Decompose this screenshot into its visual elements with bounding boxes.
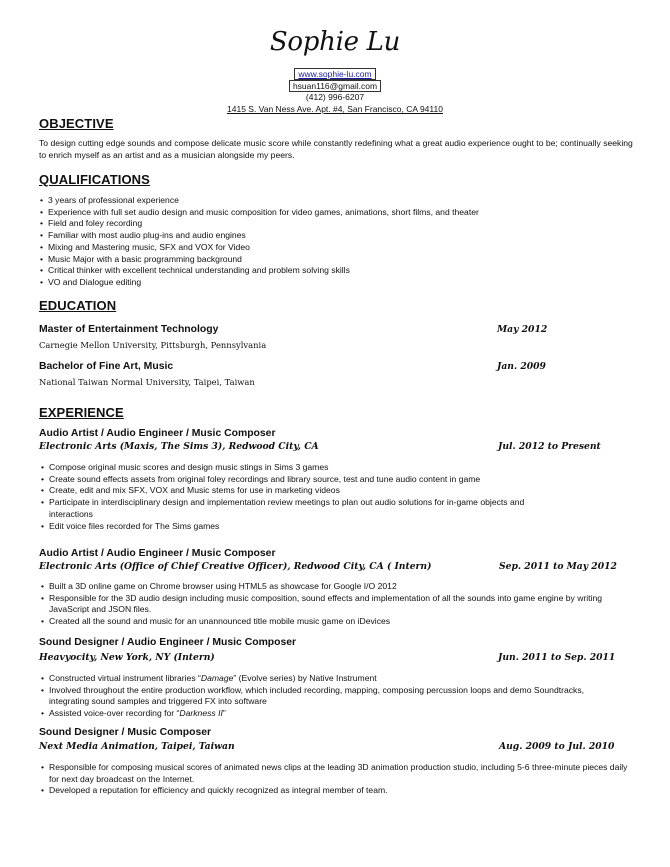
list-item: • Create, edit and mix SFX, VOX and Music stems for use in marketing videos: [40, 485, 570, 497]
qualifications-heading: QUALIFICATIONS: [39, 172, 150, 187]
job-date: Aug. 2009 to Jul. 2010: [499, 741, 615, 752]
list-item: • Familiar with most audio plug-ins and audio engines: [39, 230, 639, 242]
job-org-row: [39, 441, 614, 455]
list-item: • Created all the sound and music for an unannounced title mobile music game on iDevices: [40, 616, 616, 628]
list-item: • Edit voice files recorded for The Sims games: [40, 521, 570, 533]
objective-heading: OBJECTIVE: [39, 116, 114, 131]
education-heading: EDUCATION: [39, 298, 117, 313]
job-title: Sound Designer / Music Composer: [39, 727, 212, 738]
job-bullets: [40, 581, 616, 628]
school-name: Carnegie Mellon University, Pittsburgh, Pennsylvania: [39, 340, 267, 350]
degree-title: Master of Entertainment Technology: [39, 324, 219, 335]
list-item: • VO and Dialogue editing: [39, 277, 639, 289]
experience-heading: EXPERIENCE: [39, 405, 124, 420]
list-item: • 3 years of professional experience: [39, 195, 639, 207]
list-item: • Create sound effects assets from original foley recordings and library source, test and tune audio content in game: [40, 474, 570, 486]
degree-date: Jan. 2009: [497, 361, 546, 372]
phone-number: (412) 996-6207: [305, 92, 365, 103]
qualifications-list: [39, 195, 639, 289]
list-item: • Involved throughout the entire production workflow, which included recording, mapping, composing percussion loops and demo Soundtracks, integrating sound samples and triggered FX into software: [40, 685, 616, 708]
list-item: • Mixing and Mastering music, SFX and VOX for Video: [39, 242, 639, 254]
job-title: Audio Artist / Audio Engineer / Music Composer: [39, 548, 276, 559]
job-organization: Next Media Animation, Taipei, Taiwan: [39, 741, 235, 752]
objective-text: To design cutting edge sounds and compose delicate music score while constantly redefining what a great audio experience ought to be; continually seeking to enrich myself as an artist and as a musician alongside my peers.: [39, 138, 633, 160]
resume-name: Sophie Lu: [269, 27, 401, 57]
list-item: • Responsible for composing musical scores of animated news clips at the leading 3D animation production studio, including 5-6 three-minute pieces daily for next day broadcast on the Internet.: [40, 762, 630, 785]
address: 1415 S. Van Ness Ave. Apt. #4, San Francisco, CA 94110: [227, 103, 443, 114]
email-link[interactable]: hsuan116@gmail.com: [289, 80, 381, 92]
job-bullets: [40, 462, 570, 532]
job-org-row: [39, 741, 614, 755]
job-org-row: [39, 561, 617, 575]
job-title-row: [39, 428, 614, 442]
website-link[interactable]: www.sophie-lu.com: [294, 68, 375, 80]
list-item: • Experience with full set audio design and music composition for video games, animations, short films, and theater: [39, 207, 639, 219]
job-organization: Heavyocity, New York, NY (Intern): [39, 652, 215, 663]
job-organization: Electronic Arts (Office of Chief Creative Officer), Redwood City, CA ( Intern): [39, 561, 432, 572]
list-item: • Critical thinker with excellent technical understanding and problem solving skills: [39, 265, 639, 277]
job-date: Jun. 2011 to Sep. 2011: [498, 652, 616, 663]
job-title-row: [39, 637, 614, 651]
list-item: • Responsible for the 3D audio design including music composition, sound effects and implementation of all the sounds into game engine by writing JavaScript and JSON files.: [40, 593, 616, 616]
job-title-row: [39, 727, 614, 741]
list-item: • Compose original music scores and design music stings in Sims 3 games: [40, 462, 570, 474]
list-item: • Participate in interdisciplinary design and implementation review meetings to plan out audio solutions for in-game objects and interactions: [40, 497, 570, 520]
degree-date: May 2012: [497, 324, 548, 335]
education-entry: [39, 324, 614, 338]
list-item: • Field and foley recording: [39, 218, 639, 230]
contact-block: [0, 68, 670, 115]
job-date: Jul. 2012 to Present: [498, 441, 601, 452]
education-entry: [39, 361, 614, 375]
degree-title: Bachelor of Fine Art, Music: [39, 361, 174, 372]
job-title-row: [39, 548, 614, 562]
list-item: • Developed a reputation for efficiency and quickly recognized as integral member of team.: [40, 785, 630, 797]
job-org-row: [39, 652, 614, 666]
job-bullets: [40, 762, 630, 797]
list-item: • Music Major with a basic programming background: [39, 254, 639, 266]
job-date: Sep. 2011 to May 2012: [499, 561, 617, 572]
job-bullets: [40, 673, 616, 720]
list-item: • Assisted voice-over recording for “Darkness II”: [40, 708, 616, 720]
school-name: National Taiwan Normal University, Taipei, Taiwan: [39, 377, 255, 387]
list-item: • Constructed virtual instrument libraries “Damage” (Evolve series) by Native Instrument: [40, 673, 616, 685]
job-title: Audio Artist / Audio Engineer / Music Composer: [39, 428, 276, 439]
job-organization: Electronic Arts (Maxis, The Sims 3), Redwood City, CA: [39, 441, 319, 452]
job-title: Sound Designer / Audio Engineer / Music Composer: [39, 637, 297, 648]
list-item: • Built a 3D online game on Chrome browser using HTML5 as showcase for Google I/O 2012: [40, 581, 616, 593]
